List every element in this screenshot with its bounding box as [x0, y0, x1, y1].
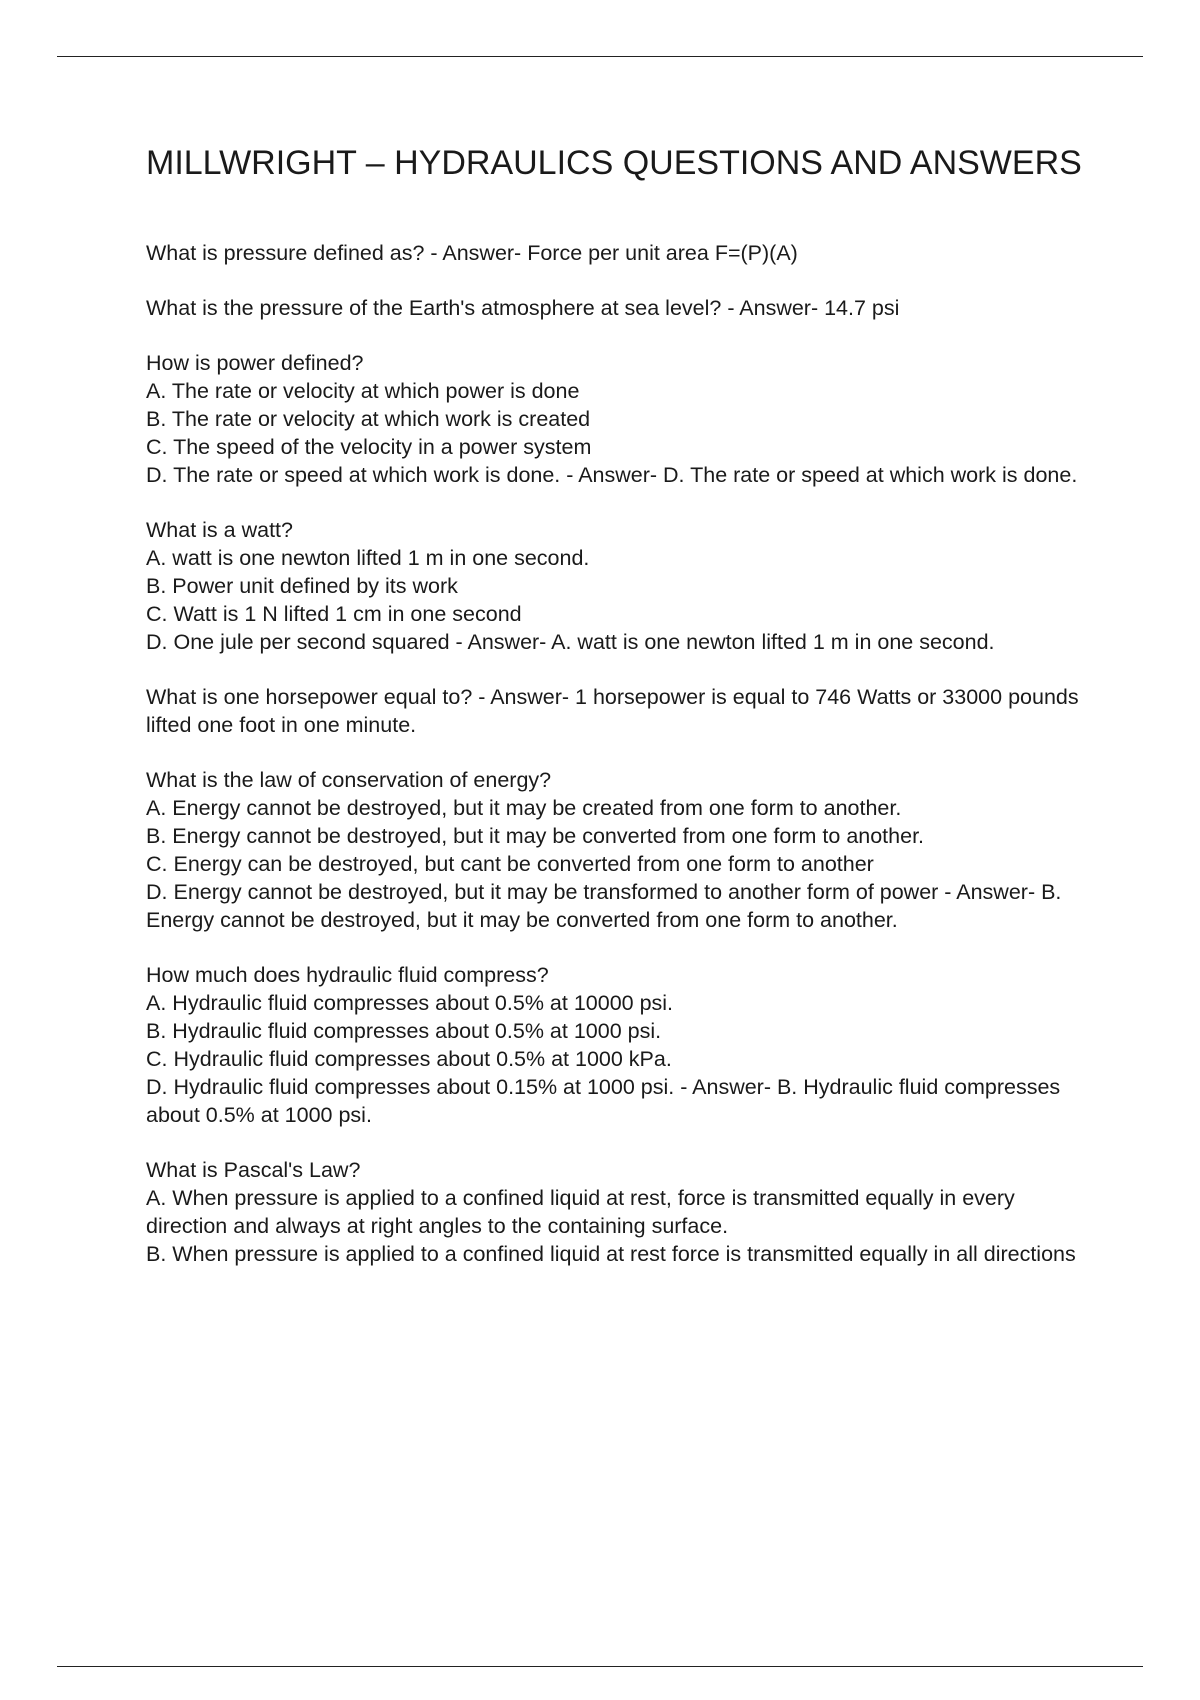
footer-rule [57, 1666, 1143, 1667]
qa-line: A. The rate or velocity at which power is done [146, 379, 580, 403]
qa-line: C. The speed of the velocity in a power system [146, 435, 592, 459]
qa-line: C. Hydraulic fluid compresses about 0.5% at 1000 kPa. [146, 1047, 672, 1071]
qa-line: C. Energy can be destroyed, but cant be converted from one form to another [146, 852, 874, 876]
qa-line: A. Energy cannot be destroyed, but it may be created from one form to another. [146, 796, 902, 820]
qa-line: A. Hydraulic fluid compresses about 0.5% at 10000 psi. [146, 991, 674, 1015]
qa-line: C. Watt is 1 N lifted 1 cm in one second [146, 602, 522, 626]
qa-item [146, 683, 1096, 739]
qa-question: What is a watt? [146, 518, 293, 542]
qa-line: D. Hydraulic fluid compresses about 0.15% at 1000 psi. - Answer- B. Hydraulic fluid compresses about 0.5% at 1000 psi. [146, 1075, 1061, 1127]
qa-question: What is Pascal's Law? [146, 1158, 361, 1182]
document-body [146, 143, 1096, 1295]
qa-line: B. Power unit defined by its work [146, 574, 458, 598]
qa-line: D. One jule per second squared - Answer- A. watt is one newton lifted 1 m in one second. [146, 630, 995, 654]
qa-question: What is the pressure of the Earth's atmosphere at sea level? - Answer- 14.7 psi [146, 296, 900, 320]
qa-item [146, 1156, 1096, 1268]
qa-line: B. Hydraulic fluid compresses about 0.5% at 1000 psi. [146, 1019, 662, 1043]
qa-item [146, 294, 1096, 322]
qa-line: A. When pressure is applied to a confined liquid at rest, force is transmitted equally in every direction and always at right angles to the containing surface. [146, 1186, 1015, 1238]
qa-question: What is the law of conservation of energy? [146, 768, 552, 792]
header-rule [57, 56, 1143, 57]
qa-item [146, 349, 1096, 489]
qa-line: B. When pressure is applied to a confined liquid at rest force is transmitted equally in all directions [146, 1242, 1076, 1266]
qa-line: A. watt is one newton lifted 1 m in one second. [146, 546, 590, 570]
qa-line: B. Energy cannot be destroyed, but it may be converted from one form to another. [146, 824, 925, 848]
qa-question: What is one horsepower equal to? - Answer- 1 horsepower is equal to 746 Watts or 33000 pounds lifted one foot in one minute. [146, 685, 1079, 737]
qa-line: D. The rate or speed at which work is done. - Answer- D. The rate or speed at which work is done. [146, 463, 1078, 487]
qa-line: D. Energy cannot be destroyed, but it may be transformed to another form of power - Answer- B. Energy cannot be destroyed, but it may be converted from one form to another. [146, 880, 1062, 932]
qa-item [146, 766, 1096, 934]
qa-question: What is pressure defined as? - Answer- Force per unit area F=(P)(A) [146, 241, 798, 265]
qa-item [146, 961, 1096, 1129]
document-title: MILLWRIGHT – HYDRAULICS QUESTIONS AND ANSWERS [146, 144, 1082, 182]
qa-item [146, 516, 1096, 656]
qa-question: How much does hydraulic fluid compress? [146, 963, 549, 987]
qa-item [146, 239, 1096, 267]
qa-line: B. The rate or velocity at which work is created [146, 407, 591, 431]
qa-list [146, 239, 1096, 1268]
qa-question: How is power defined? [146, 351, 364, 375]
